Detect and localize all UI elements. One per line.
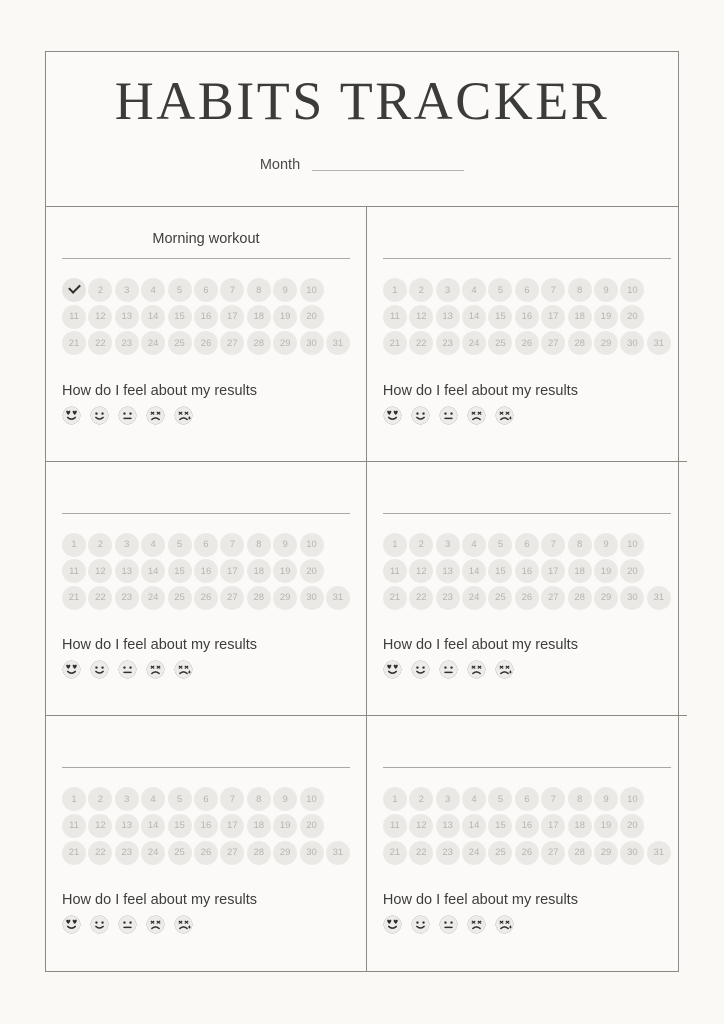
day-checkbox-30[interactable]: 30: [620, 586, 644, 610]
day-checkbox-4[interactable]: 4: [141, 787, 165, 811]
day-checkbox-28[interactable]: 28: [247, 841, 271, 865]
day-checkbox-4[interactable]: 4: [141, 533, 165, 557]
feelings-prompt: How do I feel about my results: [62, 892, 258, 909]
smiling-face[interactable]: [411, 915, 430, 934]
day-row-2: [383, 814, 671, 838]
day-checkbox-1[interactable]: [62, 278, 86, 302]
day-checkbox-31[interactable]: 31: [326, 331, 350, 355]
habit-title-rule: [383, 767, 671, 768]
day-checkbox-7[interactable]: 7: [541, 278, 565, 302]
day-checkbox-23[interactable]: 23: [436, 331, 460, 355]
day-checkbox-grid: [383, 278, 671, 358]
day-checkbox-6[interactable]: 6: [515, 278, 539, 302]
day-row-1: [383, 278, 671, 302]
frowning-face[interactable]: [467, 660, 486, 679]
frowning-face[interactable]: [467, 406, 486, 425]
day-checkbox-25[interactable]: 25: [488, 841, 512, 865]
feelings-prompt: How do I feel about my results: [62, 382, 258, 399]
day-checkbox-10[interactable]: 10: [300, 787, 324, 811]
day-checkbox-17[interactable]: 17: [220, 814, 244, 838]
habit-title-rule: [62, 513, 350, 514]
day-checkbox-17[interactable]: 17: [541, 814, 565, 838]
day-row-3: [383, 841, 671, 865]
day-checkbox-15[interactable]: 15: [168, 814, 192, 838]
day-checkbox-7[interactable]: 7: [220, 278, 244, 302]
day-checkbox-25[interactable]: 25: [168, 586, 192, 610]
day-checkbox-30[interactable]: 30: [300, 586, 324, 610]
heart-eyes-face[interactable]: [383, 406, 402, 425]
day-checkbox-5[interactable]: 5: [168, 787, 192, 811]
day-checkbox-29[interactable]: 29: [594, 841, 618, 865]
day-checkbox-19[interactable]: 19: [594, 814, 618, 838]
day-checkbox-17[interactable]: 17: [541, 559, 565, 583]
day-checkbox-12[interactable]: 12: [409, 814, 433, 838]
heart-eyes-face[interactable]: [62, 915, 81, 934]
day-checkbox-16[interactable]: 16: [515, 559, 539, 583]
neutral-face[interactable]: [118, 660, 137, 679]
day-checkbox-13[interactable]: 13: [436, 305, 460, 329]
day-checkbox-27[interactable]: 27: [541, 331, 565, 355]
feelings-face-row: [383, 915, 671, 934]
day-checkbox-19[interactable]: 19: [273, 559, 297, 583]
day-checkbox-26[interactable]: 26: [515, 841, 539, 865]
day-checkbox-7[interactable]: 7: [541, 533, 565, 557]
habit-grid: [46, 207, 678, 971]
day-checkbox-28[interactable]: 28: [247, 331, 271, 355]
frowning-face[interactable]: [146, 660, 165, 679]
day-checkbox-2[interactable]: 2: [409, 533, 433, 557]
feelings-prompt: How do I feel about my results: [382, 892, 578, 909]
habit-cell-1: [46, 207, 367, 462]
day-checkbox-3[interactable]: 3: [436, 278, 460, 302]
neutral-face[interactable]: [439, 660, 458, 679]
smiling-face[interactable]: [90, 915, 109, 934]
day-checkbox-2[interactable]: 2: [88, 787, 112, 811]
feelings-face-row: [383, 660, 671, 679]
day-checkbox-26[interactable]: 26: [515, 586, 539, 610]
day-checkbox-22[interactable]: 22: [409, 586, 433, 610]
day-checkbox-16[interactable]: 16: [194, 305, 218, 329]
day-row-3: [383, 331, 671, 355]
crying-face[interactable]: [495, 406, 514, 425]
habit-cell-4: [367, 462, 687, 717]
day-checkbox-10[interactable]: 10: [620, 533, 644, 557]
day-checkbox-15[interactable]: 15: [488, 559, 512, 583]
day-checkbox-8[interactable]: 8: [247, 278, 271, 302]
habit-title-6[interactable]: [383, 738, 671, 758]
habit-title-1[interactable]: Morning workout: [152, 231, 260, 247]
day-checkbox-6[interactable]: 6: [194, 533, 218, 557]
day-checkbox-29[interactable]: 29: [273, 586, 297, 610]
neutral-face[interactable]: [118, 406, 137, 425]
day-checkbox-8[interactable]: 8: [568, 533, 592, 557]
day-checkbox-20[interactable]: 20: [300, 305, 324, 329]
day-checkbox-5[interactable]: 5: [168, 278, 192, 302]
day-checkbox-14[interactable]: 14: [141, 559, 165, 583]
day-checkbox-9[interactable]: 9: [273, 787, 297, 811]
day-row-3: [62, 331, 350, 355]
day-checkbox-30[interactable]: 30: [620, 841, 644, 865]
frowning-face[interactable]: [146, 915, 165, 934]
day-checkbox-grid: [383, 533, 671, 613]
day-checkbox-23[interactable]: 23: [436, 586, 460, 610]
day-checkbox-30[interactable]: 30: [300, 331, 324, 355]
month-field[interactable]: [260, 158, 464, 173]
day-checkbox-27[interactable]: 27: [220, 586, 244, 610]
day-checkbox-25[interactable]: 25: [168, 841, 192, 865]
day-checkbox-2[interactable]: 2: [409, 787, 433, 811]
month-write-in-line[interactable]: [312, 170, 464, 171]
day-checkbox-6[interactable]: 6: [515, 787, 539, 811]
day-checkbox-12[interactable]: 12: [88, 559, 112, 583]
day-checkbox-3[interactable]: 3: [436, 787, 460, 811]
habit-cell-5: [46, 716, 367, 971]
day-checkbox-29[interactable]: 29: [594, 586, 618, 610]
day-checkbox-31[interactable]: 31: [647, 841, 671, 865]
feelings-prompt: How do I feel about my results: [382, 637, 578, 654]
day-checkbox-26[interactable]: 26: [194, 841, 218, 865]
day-checkbox-21[interactable]: 21: [62, 841, 86, 865]
day-checkbox-1[interactable]: 1: [383, 787, 407, 811]
neutral-face[interactable]: [118, 915, 137, 934]
habit-title-rule: [62, 767, 350, 768]
day-checkbox-8[interactable]: 8: [247, 787, 271, 811]
day-checkbox-22[interactable]: 22: [88, 586, 112, 610]
day-row-3: [62, 586, 350, 610]
day-checkbox-14[interactable]: 14: [141, 814, 165, 838]
day-checkbox-3[interactable]: 3: [115, 533, 139, 557]
day-checkbox-27[interactable]: 27: [220, 841, 244, 865]
day-checkbox-19[interactable]: 19: [594, 559, 618, 583]
habit-cell-3: [46, 462, 367, 717]
day-checkbox-10[interactable]: 10: [300, 278, 324, 302]
heart-eyes-face[interactable]: [62, 406, 81, 425]
day-checkbox-19[interactable]: 19: [594, 305, 618, 329]
day-checkbox-29[interactable]: 29: [273, 331, 297, 355]
day-checkbox-13[interactable]: 13: [436, 814, 460, 838]
day-checkbox-17[interactable]: 17: [220, 559, 244, 583]
feelings-face-row: [62, 660, 350, 679]
day-row-2: [383, 305, 671, 329]
day-checkbox-16[interactable]: 16: [194, 814, 218, 838]
day-row-1: [62, 278, 350, 302]
day-checkbox-3[interactable]: 3: [115, 278, 139, 302]
crying-face[interactable]: [174, 915, 193, 934]
day-checkbox-15[interactable]: 15: [168, 305, 192, 329]
day-checkbox-6[interactable]: 6: [194, 787, 218, 811]
day-checkbox-24[interactable]: 24: [141, 586, 165, 610]
day-checkbox-30[interactable]: 30: [620, 331, 644, 355]
day-checkbox-15[interactable]: 15: [488, 814, 512, 838]
day-checkbox-10[interactable]: 10: [620, 787, 644, 811]
day-checkbox-20[interactable]: 20: [300, 814, 324, 838]
day-checkbox-22[interactable]: 22: [409, 841, 433, 865]
day-checkbox-8[interactable]: 8: [247, 533, 271, 557]
day-row-1: [383, 533, 671, 557]
day-checkbox-11[interactable]: 11: [62, 814, 86, 838]
day-checkbox-11[interactable]: 11: [62, 559, 86, 583]
day-checkbox-2[interactable]: 2: [409, 278, 433, 302]
day-checkbox-18[interactable]: 18: [247, 559, 271, 583]
day-row-3: [62, 841, 350, 865]
feelings-prompt: How do I feel about my results: [62, 637, 258, 654]
day-checkbox-6[interactable]: 6: [194, 278, 218, 302]
day-checkbox-18[interactable]: 18: [247, 305, 271, 329]
day-checkbox-grid: [62, 278, 350, 358]
day-checkbox-9[interactable]: 9: [594, 533, 618, 557]
day-checkbox-14[interactable]: 14: [462, 814, 486, 838]
day-checkbox-24[interactable]: 24: [141, 331, 165, 355]
day-checkbox-19[interactable]: 19: [273, 305, 297, 329]
page-title: HABITS TRACKER: [114, 71, 610, 131]
day-checkbox-21[interactable]: 21: [62, 586, 86, 610]
day-checkbox-10[interactable]: 10: [620, 278, 644, 302]
day-checkbox-30[interactable]: 30: [300, 841, 324, 865]
day-checkbox-7[interactable]: 7: [220, 533, 244, 557]
day-checkbox-9[interactable]: 9: [273, 278, 297, 302]
day-checkbox-13[interactable]: 13: [436, 559, 460, 583]
habit-title-3[interactable]: [62, 484, 350, 504]
day-checkbox-grid: [62, 787, 350, 867]
heart-eyes-face[interactable]: [383, 660, 402, 679]
day-checkbox-31[interactable]: 31: [326, 586, 350, 610]
day-checkbox-15[interactable]: 15: [168, 559, 192, 583]
day-checkbox-26[interactable]: 26: [194, 586, 218, 610]
day-checkbox-17[interactable]: 17: [541, 305, 565, 329]
day-checkbox-31[interactable]: 31: [647, 331, 671, 355]
habit-title-rule: [383, 513, 671, 514]
day-checkbox-29[interactable]: 29: [594, 331, 618, 355]
crying-face[interactable]: [495, 660, 514, 679]
day-checkbox-28[interactable]: 28: [568, 586, 592, 610]
day-checkbox-16[interactable]: 16: [515, 814, 539, 838]
day-checkbox-25[interactable]: 25: [488, 586, 512, 610]
day-checkbox-14[interactable]: 14: [462, 559, 486, 583]
heart-eyes-face[interactable]: [383, 915, 402, 934]
day-checkbox-12[interactable]: 12: [409, 305, 433, 329]
crying-face[interactable]: [174, 406, 193, 425]
day-row-2: [62, 559, 350, 583]
day-checkbox-15[interactable]: 15: [488, 305, 512, 329]
day-checkbox-17[interactable]: 17: [220, 305, 244, 329]
day-checkbox-21[interactable]: 21: [383, 586, 407, 610]
day-checkbox-7[interactable]: 7: [541, 787, 565, 811]
day-row-1: [62, 787, 350, 811]
habit-title-4[interactable]: [383, 484, 671, 504]
feelings-face-row: [383, 406, 671, 425]
day-checkbox-20[interactable]: 20: [620, 559, 644, 583]
day-checkbox-23[interactable]: 23: [115, 331, 139, 355]
day-checkbox-18[interactable]: 18: [568, 814, 592, 838]
month-label: Month: [259, 157, 301, 173]
day-checkbox-26[interactable]: 26: [515, 331, 539, 355]
feelings-prompt: How do I feel about my results: [382, 382, 578, 399]
habits-tracker-page: [45, 51, 679, 972]
day-checkbox-5[interactable]: 5: [168, 533, 192, 557]
day-row-1: [62, 533, 350, 557]
day-checkbox-23[interactable]: 23: [436, 841, 460, 865]
day-checkbox-22[interactable]: 22: [88, 331, 112, 355]
day-checkbox-1[interactable]: 1: [383, 533, 407, 557]
day-checkbox-grid: [383, 787, 671, 867]
day-checkbox-2[interactable]: 2: [88, 533, 112, 557]
day-checkbox-20[interactable]: 20: [620, 305, 644, 329]
day-checkbox-21[interactable]: 21: [383, 841, 407, 865]
day-checkbox-18[interactable]: 18: [568, 559, 592, 583]
day-checkbox-11[interactable]: 11: [62, 305, 86, 329]
crying-face[interactable]: [495, 915, 514, 934]
day-checkbox-16[interactable]: 16: [515, 305, 539, 329]
day-checkbox-5[interactable]: 5: [488, 278, 512, 302]
day-row-2: [62, 305, 350, 329]
crying-face[interactable]: [174, 660, 193, 679]
day-row-2: [62, 814, 350, 838]
day-checkbox-9[interactable]: 9: [594, 787, 618, 811]
day-checkbox-11[interactable]: 11: [383, 814, 407, 838]
day-checkbox-24[interactable]: 24: [462, 331, 486, 355]
feelings-face-row: [62, 406, 350, 425]
day-checkbox-16[interactable]: 16: [194, 559, 218, 583]
day-checkbox-14[interactable]: 14: [141, 305, 165, 329]
day-row-2: [383, 559, 671, 583]
day-checkbox-10[interactable]: 10: [300, 533, 324, 557]
day-checkbox-12[interactable]: 12: [88, 814, 112, 838]
day-checkbox-3[interactable]: 3: [115, 787, 139, 811]
habit-title-2[interactable]: [383, 229, 671, 249]
day-checkbox-20[interactable]: 20: [300, 559, 324, 583]
neutral-face[interactable]: [439, 406, 458, 425]
feelings-face-row: [62, 915, 350, 934]
day-checkbox-27[interactable]: 27: [220, 331, 244, 355]
day-checkbox-9[interactable]: 9: [273, 533, 297, 557]
page-header: [46, 52, 678, 207]
day-checkbox-24[interactable]: 24: [141, 841, 165, 865]
smiling-face[interactable]: [90, 660, 109, 679]
smiling-face[interactable]: [411, 406, 430, 425]
day-checkbox-25[interactable]: 25: [168, 331, 192, 355]
day-checkbox-5[interactable]: 5: [488, 533, 512, 557]
day-checkbox-8[interactable]: 8: [568, 787, 592, 811]
day-checkbox-22[interactable]: 22: [88, 841, 112, 865]
day-checkbox-13[interactable]: 13: [115, 814, 139, 838]
day-checkbox-3[interactable]: 3: [436, 533, 460, 557]
day-checkbox-29[interactable]: 29: [273, 841, 297, 865]
day-checkbox-4[interactable]: 4: [462, 278, 486, 302]
day-checkbox-7[interactable]: 7: [220, 787, 244, 811]
day-checkbox-6[interactable]: 6: [515, 533, 539, 557]
day-checkbox-1[interactable]: 1: [62, 533, 86, 557]
day-checkbox-23[interactable]: 23: [115, 586, 139, 610]
day-checkbox-14[interactable]: 14: [462, 305, 486, 329]
frowning-face[interactable]: [467, 915, 486, 934]
day-checkbox-4[interactable]: 4: [462, 533, 486, 557]
day-checkbox-27[interactable]: 27: [541, 586, 565, 610]
day-checkbox-24[interactable]: 24: [462, 841, 486, 865]
day-checkbox-21[interactable]: 21: [62, 331, 86, 355]
day-checkbox-18[interactable]: 18: [247, 814, 271, 838]
day-checkbox-1[interactable]: 1: [62, 787, 86, 811]
day-checkbox-13[interactable]: 13: [115, 305, 139, 329]
day-checkbox-12[interactable]: 12: [409, 559, 433, 583]
day-checkbox-31[interactable]: 31: [326, 841, 350, 865]
day-checkbox-28[interactable]: 28: [568, 331, 592, 355]
day-checkbox-26[interactable]: 26: [194, 331, 218, 355]
day-checkbox-18[interactable]: 18: [568, 305, 592, 329]
frowning-face[interactable]: [146, 406, 165, 425]
smiling-face[interactable]: [90, 406, 109, 425]
day-row-1: [383, 787, 671, 811]
day-checkbox-9[interactable]: 9: [594, 278, 618, 302]
day-checkbox-4[interactable]: 4: [462, 787, 486, 811]
habit-title-rule: [62, 258, 350, 259]
day-checkbox-23[interactable]: 23: [115, 841, 139, 865]
heart-eyes-face[interactable]: [62, 660, 81, 679]
day-checkbox-19[interactable]: 19: [273, 814, 297, 838]
day-checkbox-11[interactable]: 11: [383, 559, 407, 583]
day-checkbox-2[interactable]: 2: [88, 278, 112, 302]
day-checkbox-12[interactable]: 12: [88, 305, 112, 329]
day-checkbox-11[interactable]: 11: [383, 305, 407, 329]
day-checkbox-21[interactable]: 21: [383, 331, 407, 355]
day-checkbox-28[interactable]: 28: [568, 841, 592, 865]
habit-cell-2: [367, 207, 687, 462]
day-checkbox-22[interactable]: 22: [409, 331, 433, 355]
day-checkbox-31[interactable]: 31: [647, 586, 671, 610]
neutral-face[interactable]: [439, 915, 458, 934]
day-checkbox-24[interactable]: 24: [462, 586, 486, 610]
day-checkbox-13[interactable]: 13: [115, 559, 139, 583]
day-checkbox-grid: [62, 533, 350, 613]
day-checkbox-8[interactable]: 8: [568, 278, 592, 302]
habit-title-5[interactable]: [62, 738, 350, 758]
day-checkbox-20[interactable]: 20: [620, 814, 644, 838]
day-checkbox-28[interactable]: 28: [247, 586, 271, 610]
day-checkbox-1[interactable]: 1: [383, 278, 407, 302]
day-checkbox-4[interactable]: 4: [141, 278, 165, 302]
day-checkbox-25[interactable]: 25: [488, 331, 512, 355]
day-checkbox-27[interactable]: 27: [541, 841, 565, 865]
day-row-3: [383, 586, 671, 610]
smiling-face[interactable]: [411, 660, 430, 679]
habit-title-rule: [383, 258, 671, 259]
habit-cell-6: [367, 716, 687, 971]
day-checkbox-5[interactable]: 5: [488, 787, 512, 811]
